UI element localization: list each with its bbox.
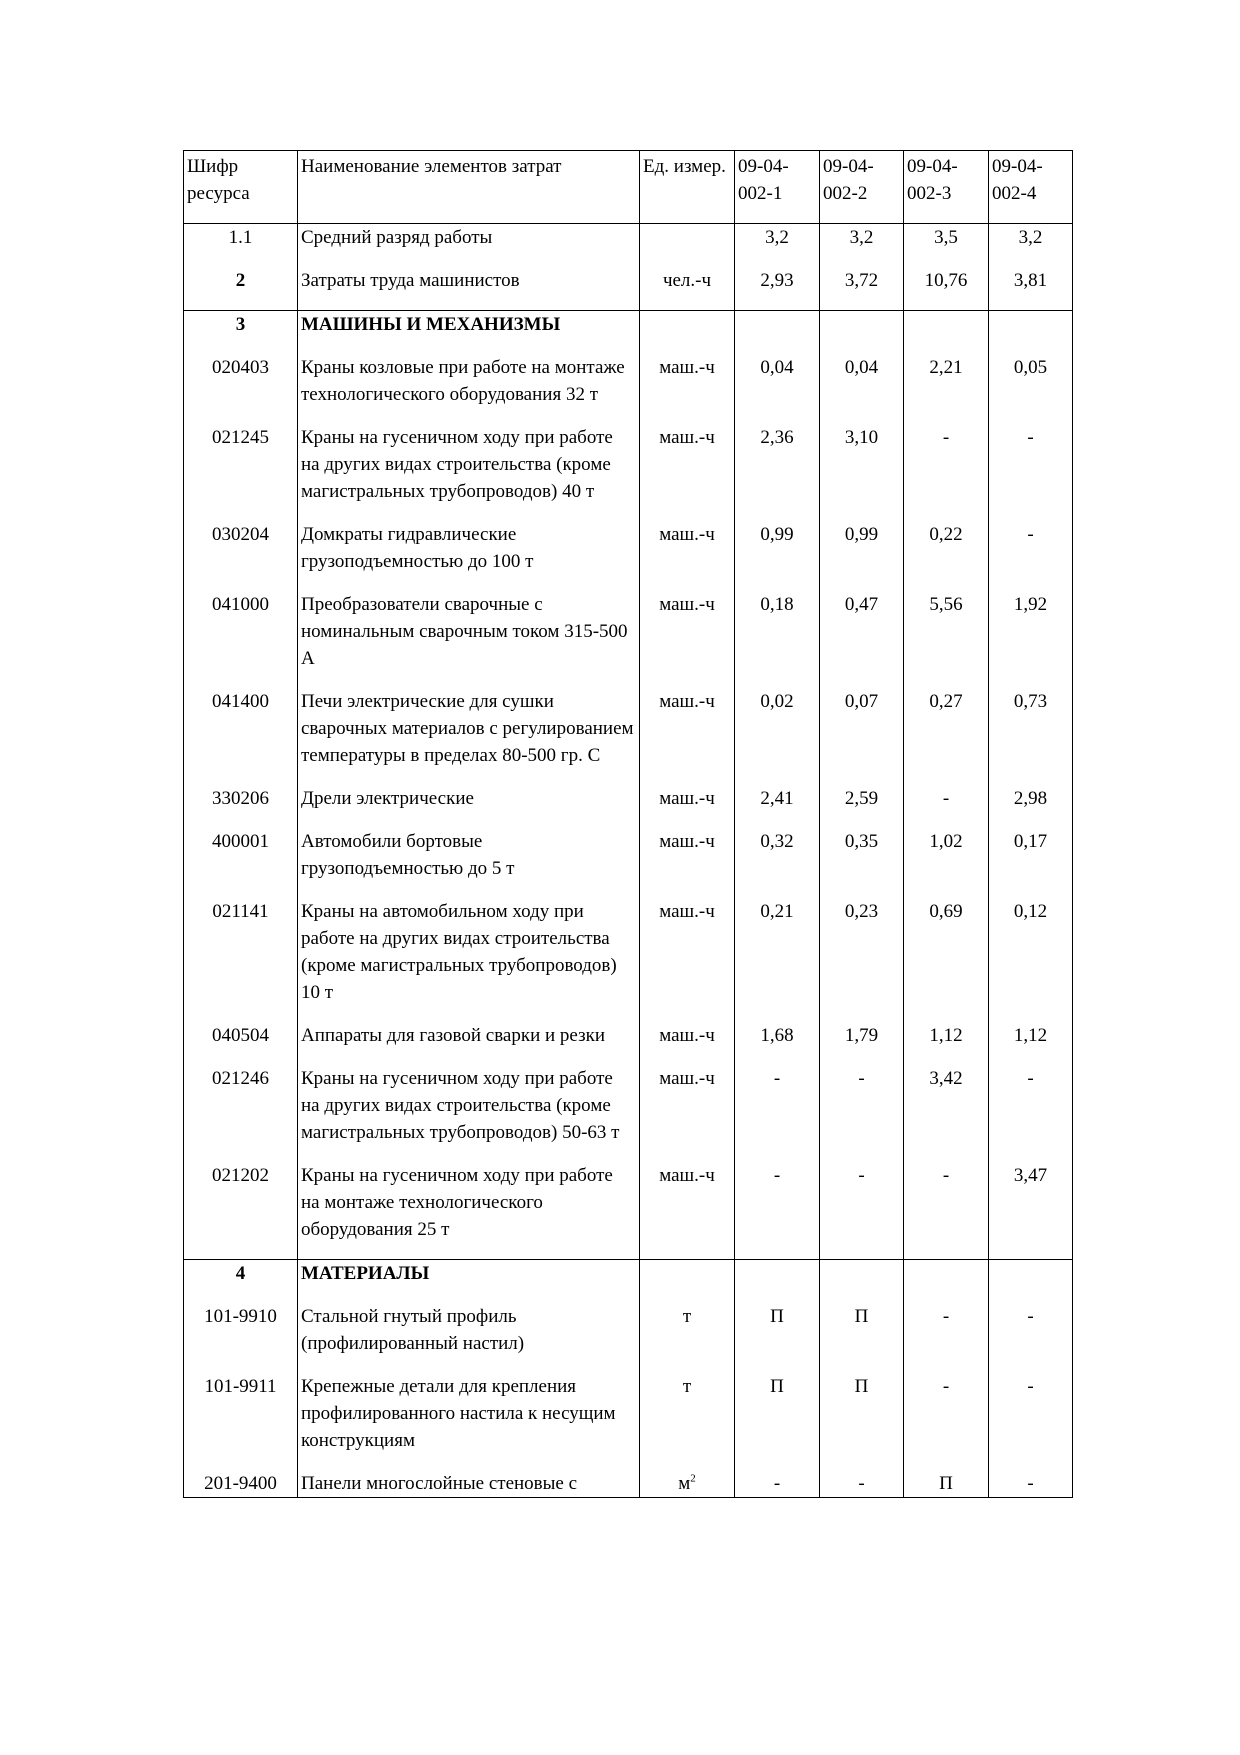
header-col-4: 09-04-002-4 bbox=[989, 151, 1073, 224]
resource-code bbox=[184, 1162, 298, 1260]
norm-value-2 bbox=[820, 1260, 904, 1304]
norm-value-2 bbox=[820, 1022, 904, 1065]
norm-value-3-text: 0,69 bbox=[929, 901, 963, 922]
unit-of-measure bbox=[640, 1162, 735, 1260]
norm-value-2-text: 3,72 bbox=[844, 270, 879, 291]
cost-element-name-text: Автомобили бортовые грузоподъемностью до 5 т bbox=[301, 831, 515, 879]
norm-value-4 bbox=[989, 591, 1073, 688]
header-col-1: 09-04-002-1 bbox=[735, 151, 820, 224]
unit-of-measure-text: чел.-ч bbox=[662, 270, 712, 291]
unit-of-measure bbox=[640, 828, 735, 898]
resource-code bbox=[184, 1373, 298, 1470]
norm-value-2-text: 0,07 bbox=[844, 691, 879, 712]
unit-of-measure bbox=[640, 1022, 735, 1065]
norm-value-2-text: 0,99 bbox=[844, 524, 879, 545]
norm-value-2 bbox=[820, 828, 904, 898]
resource-code-text: 040504 bbox=[212, 1025, 269, 1046]
resource-code bbox=[184, 311, 298, 355]
norm-value-2-text: - bbox=[858, 1068, 865, 1089]
resource-code bbox=[184, 1022, 298, 1065]
resource-code bbox=[184, 424, 298, 521]
norm-value-3 bbox=[904, 688, 989, 785]
unit-of-measure-text: маш.-ч bbox=[659, 1068, 715, 1089]
norm-value-2 bbox=[820, 1470, 904, 1498]
unit-of-measure bbox=[640, 267, 735, 311]
norm-value-1-text: 3,2 bbox=[765, 227, 789, 248]
cost-element-name-text: Краны на гусеничном ходу при работе на других видах строительства (кроме магистральных трубопроводов) 40 т bbox=[301, 427, 613, 502]
norm-value-1 bbox=[735, 424, 820, 521]
unit-of-measure bbox=[640, 311, 735, 355]
table-row bbox=[184, 688, 1073, 785]
norm-value-2-text: 2,59 bbox=[844, 788, 879, 809]
norm-value-4 bbox=[989, 354, 1073, 424]
norm-value-2 bbox=[820, 224, 904, 268]
cost-element-name-text: Краны козловые при работе на монтаже технологического оборудования 32 т bbox=[301, 357, 625, 405]
norm-value-4 bbox=[989, 521, 1073, 591]
norm-value-4 bbox=[989, 424, 1073, 521]
norm-value-4-text: - bbox=[1027, 1306, 1034, 1327]
norm-value-1-text: 0,18 bbox=[760, 594, 794, 615]
norm-value-1-text: - bbox=[773, 1473, 781, 1494]
header-name: Наименование элементов затрат bbox=[298, 151, 640, 224]
table-row bbox=[184, 591, 1073, 688]
norm-value-4 bbox=[989, 224, 1073, 268]
header-code: Шифр ресурса bbox=[184, 151, 298, 224]
norm-value-3-text: П bbox=[939, 1473, 953, 1494]
unit-of-measure bbox=[640, 224, 735, 268]
resource-code-text: 021246 bbox=[212, 1068, 269, 1089]
unit-of-measure bbox=[640, 1470, 735, 1498]
norm-value-1 bbox=[735, 1162, 820, 1260]
norm-value-3 bbox=[904, 1303, 989, 1373]
norm-value-4 bbox=[989, 1022, 1073, 1065]
norm-value-4 bbox=[989, 267, 1073, 311]
norm-value-3 bbox=[904, 521, 989, 591]
norm-value-2 bbox=[820, 898, 904, 1022]
table-row bbox=[184, 1303, 1073, 1373]
table-row bbox=[184, 785, 1073, 828]
table-row bbox=[184, 1373, 1073, 1470]
norm-value-3 bbox=[904, 424, 989, 521]
cost-element-name bbox=[298, 521, 640, 591]
norm-value-3 bbox=[904, 1260, 989, 1304]
table-row bbox=[184, 828, 1073, 898]
norm-value-3 bbox=[904, 354, 989, 424]
norm-value-2-text: П bbox=[854, 1376, 869, 1397]
resource-code bbox=[184, 267, 298, 311]
norm-value-3 bbox=[904, 224, 989, 268]
unit-of-measure bbox=[640, 688, 735, 785]
cost-element-name-text: Крепежные детали для крепления профилированного настила к несущим конструкциям bbox=[301, 1376, 616, 1451]
norm-value-3 bbox=[904, 1470, 989, 1498]
norm-value-2 bbox=[820, 354, 904, 424]
unit-of-measure-text: маш.-ч bbox=[659, 427, 715, 448]
norm-value-1 bbox=[735, 1022, 820, 1065]
norm-value-3 bbox=[904, 267, 989, 311]
resource-code bbox=[184, 898, 298, 1022]
resource-code-text: 400001 bbox=[212, 831, 269, 852]
norm-value-3 bbox=[904, 311, 989, 355]
norm-value-3 bbox=[904, 785, 989, 828]
table-row bbox=[184, 1162, 1073, 1260]
table-row bbox=[184, 267, 1073, 311]
norm-value-2-text: 0,35 bbox=[844, 831, 879, 852]
norm-value-4-text: - bbox=[1027, 427, 1034, 448]
norm-value-1 bbox=[735, 311, 820, 355]
cost-element-name bbox=[298, 1260, 640, 1304]
norm-value-4-text: - bbox=[1027, 1376, 1034, 1397]
resource-code-text: 021245 bbox=[212, 427, 269, 448]
cost-element-name bbox=[298, 1022, 640, 1065]
resource-code-text: 2 bbox=[235, 270, 246, 291]
norm-value-1-text: П bbox=[770, 1376, 784, 1397]
cost-element-name-text: Краны на автомобильном ходу при работе на других видах строительства (кроме магистральных трубопроводов) 10 т bbox=[301, 901, 617, 1003]
cost-element-name-text: Домкраты гидравлические грузоподъемностью до 100 т bbox=[301, 524, 534, 572]
resource-code-text: 101-9910 bbox=[204, 1306, 277, 1327]
norm-value-3-text: 3,5 bbox=[934, 227, 958, 248]
norm-value-3-text: 5,56 bbox=[929, 594, 963, 615]
norm-value-1-text: 0,02 bbox=[760, 691, 794, 712]
resource-code bbox=[184, 354, 298, 424]
resource-code-text: 020403 bbox=[212, 357, 269, 378]
unit-of-measure-text: маш.-ч bbox=[659, 524, 715, 545]
norm-value-2 bbox=[820, 267, 904, 311]
table-row bbox=[184, 224, 1073, 268]
norm-value-1 bbox=[735, 898, 820, 1022]
norm-value-1 bbox=[735, 1260, 820, 1304]
norm-value-4-text: - bbox=[1027, 1068, 1034, 1089]
norm-value-1 bbox=[735, 267, 820, 311]
cost-element-name bbox=[298, 898, 640, 1022]
norm-value-3-text: - bbox=[942, 1306, 950, 1327]
table-row bbox=[184, 354, 1073, 424]
cost-element-name bbox=[298, 424, 640, 521]
resource-code bbox=[184, 224, 298, 268]
unit-of-measure-text: маш.-ч bbox=[659, 1165, 715, 1186]
norm-value-4-text: - bbox=[1027, 524, 1034, 545]
norm-value-2 bbox=[820, 1303, 904, 1373]
cost-element-name bbox=[298, 267, 640, 311]
cost-element-name bbox=[298, 311, 640, 355]
resource-code-text: 041000 bbox=[212, 594, 269, 615]
unit-of-measure bbox=[640, 1373, 735, 1470]
norm-value-3-text: - bbox=[942, 788, 950, 809]
norm-value-4 bbox=[989, 1303, 1073, 1373]
header-unit: Ед. измер. bbox=[640, 151, 735, 224]
resource-code-text: 4 bbox=[235, 1263, 246, 1284]
cost-element-name bbox=[298, 1162, 640, 1260]
table-row bbox=[184, 898, 1073, 1022]
section-row bbox=[184, 311, 1073, 355]
unit-of-measure-text: маш.-ч bbox=[659, 594, 715, 615]
table-row bbox=[184, 1022, 1073, 1065]
norm-value-3 bbox=[904, 1022, 989, 1065]
resource-code-text: 021202 bbox=[212, 1165, 269, 1186]
norm-value-3-text: - bbox=[942, 1165, 950, 1186]
unit-of-measure bbox=[640, 1065, 735, 1162]
norm-value-1 bbox=[735, 1065, 820, 1162]
norm-value-4-text: 0,73 bbox=[1013, 691, 1048, 712]
norm-value-1-text: 2,41 bbox=[760, 788, 794, 809]
norm-value-3-text: - bbox=[942, 1376, 950, 1397]
unit-of-measure bbox=[640, 898, 735, 1022]
norm-value-1 bbox=[735, 785, 820, 828]
cost-element-name-text: Дрели электрические bbox=[301, 788, 474, 809]
resource-code-text: 1.1 bbox=[228, 227, 253, 248]
norm-value-2 bbox=[820, 591, 904, 688]
resource-code-text: 030204 bbox=[212, 524, 269, 545]
norm-value-2 bbox=[820, 424, 904, 521]
header-col-2: 09-04-002-2 bbox=[820, 151, 904, 224]
norm-value-3-text: - bbox=[942, 427, 950, 448]
norm-value-4-text: 0,17 bbox=[1013, 831, 1048, 852]
cost-element-name bbox=[298, 1470, 640, 1498]
norm-value-1-text: 1,68 bbox=[760, 1025, 794, 1046]
cost-element-name-text: Краны на гусеничном ходу при работе на других видах строительства (кроме магистральных трубопроводов) 50-63 т bbox=[301, 1068, 620, 1143]
norm-value-4 bbox=[989, 828, 1073, 898]
norm-value-1-text: 0,32 bbox=[760, 831, 794, 852]
resource-code bbox=[184, 1260, 298, 1304]
norm-value-1-text: П bbox=[770, 1306, 784, 1327]
norm-value-4 bbox=[989, 1162, 1073, 1260]
norm-value-1-text: - bbox=[773, 1165, 781, 1186]
norm-value-1 bbox=[735, 591, 820, 688]
unit-of-measure bbox=[640, 521, 735, 591]
norm-value-2-text: 3,10 bbox=[844, 427, 879, 448]
unit-superscript: 2 bbox=[690, 1472, 696, 1485]
norm-value-2 bbox=[820, 1373, 904, 1470]
cost-element-name bbox=[298, 1065, 640, 1162]
norm-value-4 bbox=[989, 1260, 1073, 1304]
cost-element-name bbox=[298, 1373, 640, 1470]
cost-element-name-text: Преобразователи сварочные с номинальным сварочным током 315-500 А bbox=[301, 594, 628, 669]
unit-of-measure bbox=[640, 785, 735, 828]
norm-value-4 bbox=[989, 898, 1073, 1022]
unit-of-measure bbox=[640, 424, 735, 521]
norm-value-3 bbox=[904, 591, 989, 688]
norm-value-1 bbox=[735, 1470, 820, 1498]
norm-value-4-text: - bbox=[1027, 1473, 1034, 1494]
unit-of-measure-text: т bbox=[682, 1376, 692, 1397]
norm-value-2-text: - bbox=[858, 1165, 865, 1186]
norm-value-2 bbox=[820, 785, 904, 828]
unit-of-measure bbox=[640, 1303, 735, 1373]
table-row bbox=[184, 1065, 1073, 1162]
resource-code bbox=[184, 1065, 298, 1162]
resource-code-text: 021141 bbox=[212, 901, 269, 922]
unit-of-measure-text: маш.-ч bbox=[659, 691, 715, 712]
unit-of-measure bbox=[640, 591, 735, 688]
unit-of-measure-text: т bbox=[682, 1306, 692, 1327]
norm-value-2-text: 0,04 bbox=[844, 357, 879, 378]
unit-of-measure-text: м bbox=[678, 1473, 691, 1494]
norm-value-4-text: 0,05 bbox=[1013, 357, 1048, 378]
norm-value-1-text: 2,93 bbox=[760, 270, 794, 291]
norm-value-4-text: 0,12 bbox=[1013, 901, 1048, 922]
norm-value-4 bbox=[989, 1065, 1073, 1162]
norm-value-4 bbox=[989, 311, 1073, 355]
norm-value-1 bbox=[735, 688, 820, 785]
norm-value-4-text: 3,81 bbox=[1013, 270, 1048, 291]
norm-value-3 bbox=[904, 1065, 989, 1162]
norm-value-3-text: 10,76 bbox=[924, 270, 968, 291]
unit-of-measure-text: маш.-ч bbox=[659, 831, 715, 852]
norm-value-2 bbox=[820, 311, 904, 355]
norm-value-3-text: 3,42 bbox=[929, 1068, 963, 1089]
norm-value-2 bbox=[820, 688, 904, 785]
norm-value-1-text: 0,04 bbox=[760, 357, 794, 378]
resource-code bbox=[184, 785, 298, 828]
unit-of-measure-text: маш.-ч bbox=[659, 901, 715, 922]
table-header-row bbox=[184, 151, 1073, 224]
norm-value-2-text: П bbox=[854, 1306, 869, 1327]
table-row bbox=[184, 521, 1073, 591]
norm-value-1-text: - bbox=[773, 1068, 781, 1089]
cost-element-name-text: МАШИНЫ И МЕХАНИЗМЫ bbox=[301, 314, 561, 335]
resource-cost-table bbox=[183, 150, 1073, 1498]
norm-value-1 bbox=[735, 354, 820, 424]
cost-element-name bbox=[298, 828, 640, 898]
norm-value-4-text: 3,47 bbox=[1013, 1165, 1048, 1186]
resource-code bbox=[184, 1470, 298, 1498]
unit-of-measure bbox=[640, 1260, 735, 1304]
norm-value-1-text: 2,36 bbox=[760, 427, 794, 448]
norm-value-3 bbox=[904, 1162, 989, 1260]
norm-value-3 bbox=[904, 898, 989, 1022]
norm-value-3-text: 2,21 bbox=[929, 357, 963, 378]
header-col-3: 09-04-002-3 bbox=[904, 151, 989, 224]
table-row bbox=[184, 1470, 1073, 1498]
norm-value-2-text: 0,23 bbox=[844, 901, 879, 922]
unit-of-measure-text: маш.-ч bbox=[659, 788, 715, 809]
resource-code bbox=[184, 1303, 298, 1373]
norm-value-2-text: 1,79 bbox=[844, 1025, 879, 1046]
cost-element-name-text: Панели многослойные стеновые с bbox=[301, 1473, 578, 1494]
norm-value-4 bbox=[989, 1470, 1073, 1498]
norm-value-1 bbox=[735, 1303, 820, 1373]
cost-element-name bbox=[298, 224, 640, 268]
norm-value-3-text: 1,12 bbox=[929, 1025, 963, 1046]
resource-code-text: 041400 bbox=[212, 691, 269, 712]
norm-value-4-text: 1,92 bbox=[1013, 594, 1048, 615]
resource-code-text: 101-9911 bbox=[204, 1376, 277, 1397]
norm-value-1-text: 0,21 bbox=[760, 901, 794, 922]
norm-value-3-text: 1,02 bbox=[929, 831, 963, 852]
norm-value-3 bbox=[904, 1373, 989, 1470]
resource-code-text: 201-9400 bbox=[204, 1473, 277, 1494]
norm-value-1-text: 0,99 bbox=[760, 524, 794, 545]
norm-value-3-text: 0,22 bbox=[929, 524, 963, 545]
unit-of-measure bbox=[640, 354, 735, 424]
norm-value-2-text: 0,47 bbox=[844, 594, 879, 615]
norm-value-2-text: 3,2 bbox=[849, 227, 874, 248]
norm-value-1 bbox=[735, 224, 820, 268]
norm-value-1 bbox=[735, 1373, 820, 1470]
cost-element-name-text: Печи электрические для сушки сварочных материалов с регулированием температуры в пределах 80-500 гр. С bbox=[301, 691, 634, 766]
cost-element-name-text: Стальной гнутый профиль (профилированный настил) bbox=[301, 1306, 525, 1354]
norm-value-2 bbox=[820, 1065, 904, 1162]
cost-element-name bbox=[298, 688, 640, 785]
norm-value-1 bbox=[735, 828, 820, 898]
unit-of-measure-text: маш.-ч bbox=[659, 357, 715, 378]
cost-element-name-text: Аппараты для газовой сварки и резки bbox=[301, 1025, 605, 1046]
norm-value-4 bbox=[989, 1373, 1073, 1470]
cost-element-name-text: Средний разряд работы bbox=[301, 227, 493, 248]
norm-value-1 bbox=[735, 521, 820, 591]
cost-element-name-text: Затраты труда машинистов bbox=[301, 270, 520, 291]
norm-value-4-text: 1,12 bbox=[1013, 1025, 1048, 1046]
table-row bbox=[184, 424, 1073, 521]
cost-element-name-text: МАТЕРИАЛЫ bbox=[301, 1263, 430, 1284]
norm-value-3-text: 0,27 bbox=[929, 691, 963, 712]
norm-value-4-text: 3,2 bbox=[1018, 227, 1043, 248]
norm-value-2 bbox=[820, 1162, 904, 1260]
resource-code-text: 3 bbox=[235, 314, 246, 335]
cost-element-name bbox=[298, 785, 640, 828]
norm-value-4 bbox=[989, 688, 1073, 785]
cost-element-name-text: Краны на гусеничном ходу при работе на монтаже технологического оборудования 25 т bbox=[301, 1165, 613, 1240]
cost-element-name bbox=[298, 1303, 640, 1373]
resource-code bbox=[184, 688, 298, 785]
norm-value-2 bbox=[820, 521, 904, 591]
norm-value-2-text: - bbox=[858, 1473, 865, 1494]
resource-code-text: 330206 bbox=[212, 788, 269, 809]
resource-code bbox=[184, 521, 298, 591]
norm-value-4-text: 2,98 bbox=[1013, 788, 1048, 809]
cost-element-name bbox=[298, 591, 640, 688]
section-row bbox=[184, 1260, 1073, 1304]
norm-value-4 bbox=[989, 785, 1073, 828]
resource-code bbox=[184, 828, 298, 898]
cost-element-name bbox=[298, 354, 640, 424]
resource-code bbox=[184, 591, 298, 688]
norm-value-3 bbox=[904, 828, 989, 898]
unit-of-measure-text: маш.-ч bbox=[659, 1025, 715, 1046]
